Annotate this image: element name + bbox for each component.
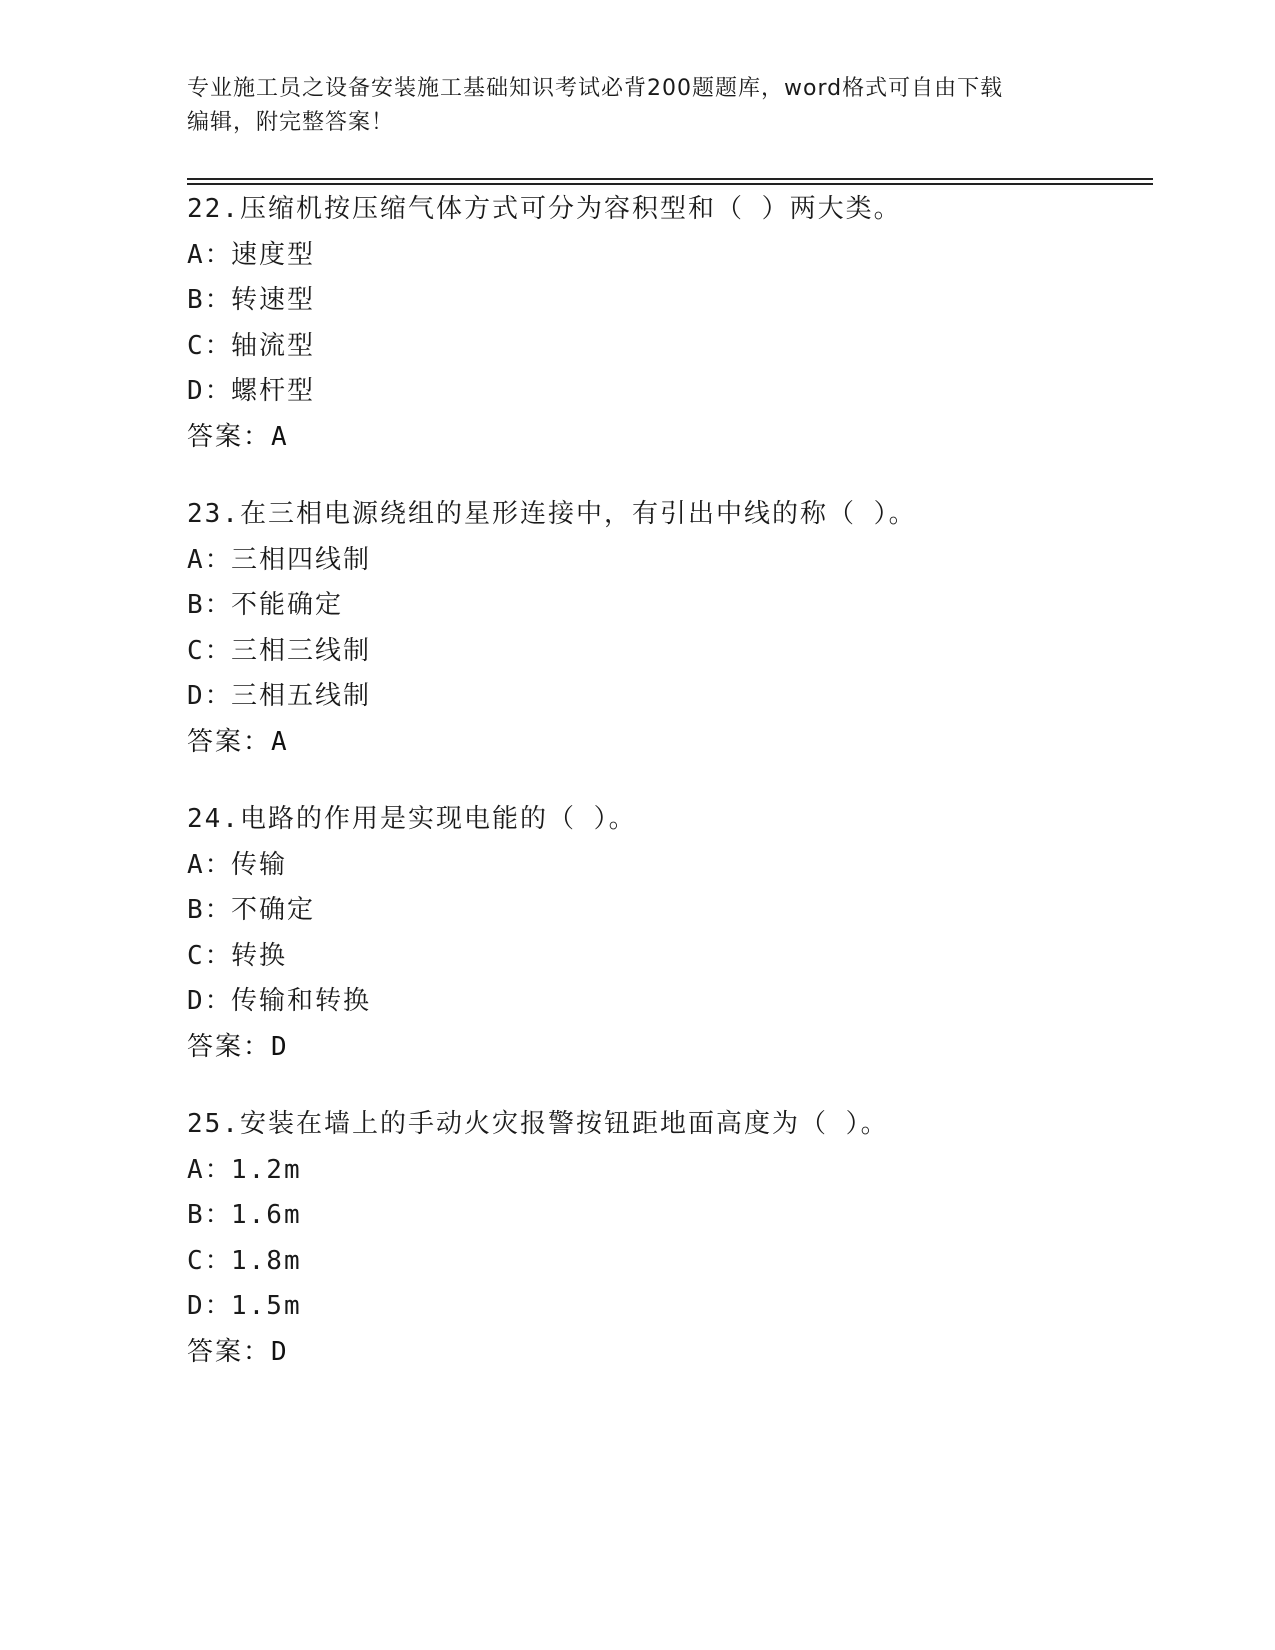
option-text: 1.2m (231, 1154, 302, 1185)
option-text: 速度型 (231, 239, 316, 270)
option-a (187, 233, 1153, 279)
option-key: C： (187, 1245, 233, 1276)
option-key: D： (187, 681, 233, 711)
option-text: 1.5m (231, 1291, 302, 1321)
answer-line (187, 415, 1153, 461)
option-a (187, 1148, 1153, 1194)
option-key: A： (187, 544, 233, 575)
option-d (187, 1284, 1153, 1330)
question-block (187, 187, 1153, 460)
option-key: A： (187, 239, 233, 270)
option-d (187, 979, 1153, 1025)
option-key: B： (187, 590, 233, 620)
answer-label: 答案： (187, 1336, 272, 1367)
option-b (187, 888, 1153, 934)
option-b (187, 1193, 1153, 1239)
answer-value: D (271, 1336, 287, 1367)
question-stem: 24.电路的作用是实现电能的（ ）。 (187, 804, 637, 834)
option-text: 传输 (231, 849, 288, 880)
option-key: A： (187, 849, 233, 880)
option-text: 转速型 (231, 285, 316, 315)
question-stem: 25.安装在墙上的手动火灾报警按钮距地面高度为（ ）。 (187, 1109, 889, 1139)
option-a (187, 843, 1153, 889)
option-text: 三相四线制 (231, 544, 372, 575)
header-divider-top (187, 178, 1153, 180)
question-block (187, 797, 1153, 1070)
option-key: D： (187, 376, 233, 406)
answer-label: 答案： (187, 1031, 272, 1062)
option-key: D： (187, 1291, 233, 1321)
option-key: C： (187, 330, 233, 361)
question-block (187, 1102, 1153, 1375)
question-stem: 23.在三相电源绕组的星形连接中，有引出中线的称（ ）。 (187, 499, 917, 529)
option-text: 三相五线制 (231, 681, 372, 711)
option-key: A： (187, 1154, 233, 1185)
header-line-1: 专业施工员之设备安装施工基础知识考试必背200题题库，word格式可自由下载 (187, 76, 1004, 101)
option-text: 不确定 (231, 895, 316, 925)
option-text: 轴流型 (231, 330, 316, 361)
option-text: 传输和转换 (231, 986, 372, 1016)
option-c (187, 1239, 1153, 1285)
option-c (187, 629, 1153, 675)
option-key: C： (187, 940, 233, 971)
option-text: 1.6m (231, 1200, 302, 1230)
option-key: B： (187, 1200, 233, 1230)
document-header (187, 72, 1067, 140)
answer-value: D (271, 1031, 287, 1062)
option-b (187, 583, 1153, 629)
option-d (187, 674, 1153, 720)
answer-line (187, 720, 1153, 766)
answer-label: 答案： (187, 726, 272, 757)
option-c (187, 324, 1153, 370)
option-key: B： (187, 895, 233, 925)
option-key: C： (187, 635, 233, 666)
question-stem: 22.压缩机按压缩气体方式可分为容积型和（ ）两大类。 (187, 194, 902, 224)
option-text: 转换 (231, 940, 288, 971)
answer-line (187, 1025, 1153, 1071)
option-text: 三相三线制 (231, 635, 372, 666)
option-d (187, 369, 1153, 415)
header-line-2: 编辑，附完整答案！ (187, 110, 395, 135)
option-text: 螺杆型 (231, 376, 316, 406)
header-divider-bottom (187, 183, 1153, 185)
answer-label: 答案： (187, 421, 272, 452)
option-key: B： (187, 285, 233, 315)
answer-value: A (271, 726, 287, 757)
question-block (187, 492, 1153, 765)
option-c (187, 934, 1153, 980)
option-text: 1.8m (231, 1245, 302, 1276)
option-b (187, 278, 1153, 324)
answer-value: A (271, 421, 287, 452)
option-text: 不能确定 (231, 590, 344, 620)
option-key: D： (187, 986, 233, 1016)
option-a (187, 538, 1153, 584)
answer-line (187, 1330, 1153, 1376)
